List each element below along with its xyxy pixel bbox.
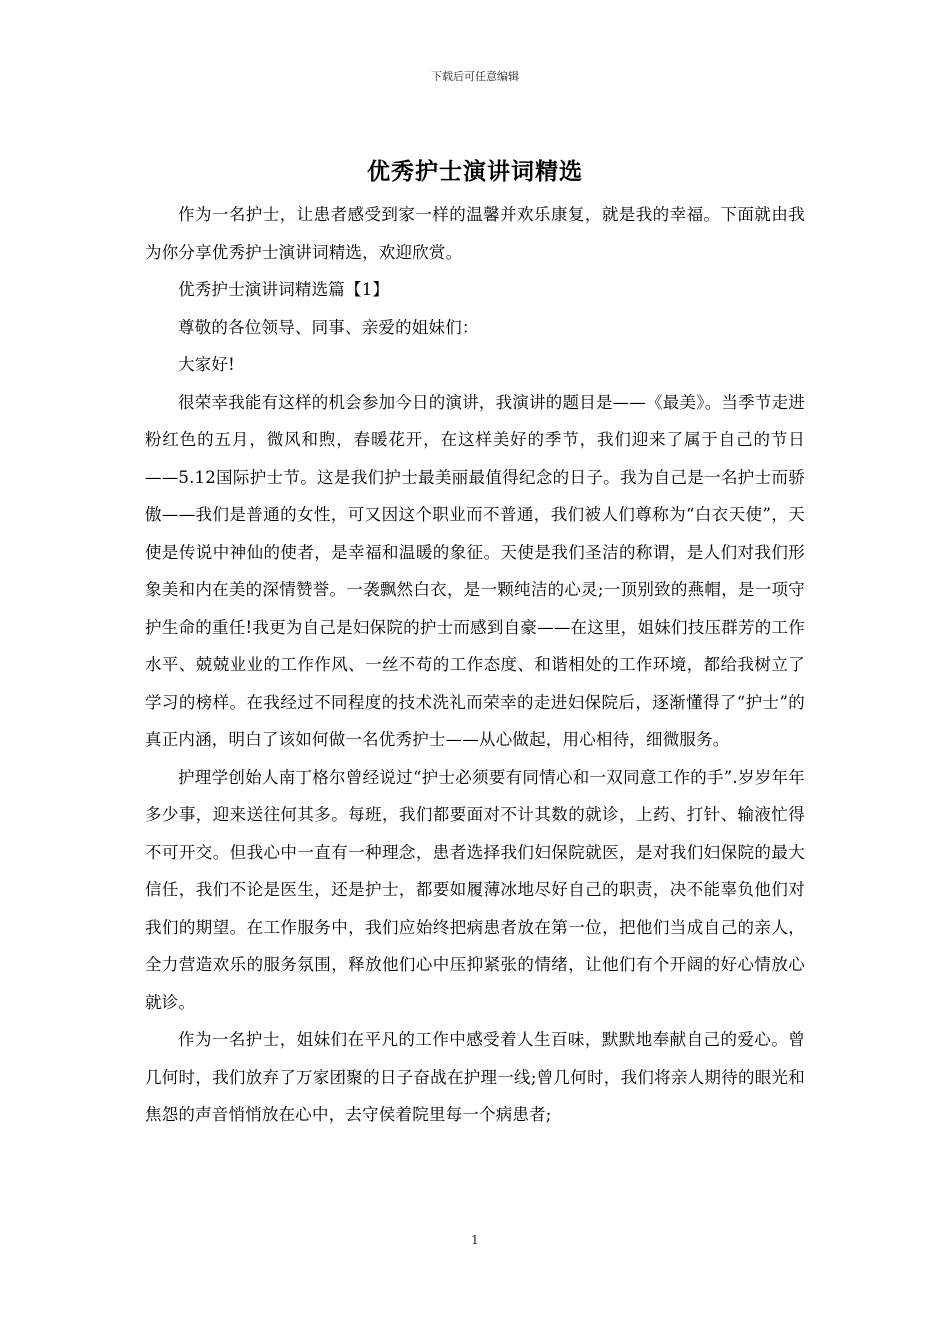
body-paragraph: 作为一名护士，姐妹们在平凡的工作中感受着人生百味，默默地奉献自己的爱心。曾几何时，我们放弃了万家团聚的日子奋战在护理一线;曾几何时，我们将亲人期待的眼光和焦怨的声音悄悄放在心中，去守侯着院里每一个病患者;	[145, 1030, 805, 1124]
intro-paragraph: 作为一名护士，让患者感受到家一样的温馨并欢乐康复，就是我的幸福。下面就由我为你分享优秀护士演讲词精选，欢迎欣赏。	[145, 205, 805, 262]
greeting: 大家好!	[178, 355, 235, 374]
page-number: 1	[471, 1233, 479, 1247]
page-header: 下载后可任意编辑	[431, 70, 519, 83]
section-heading: 优秀护士演讲词精选篇【1】	[178, 280, 390, 299]
body-paragraph: 护理学创始人南丁格尔曾经说过“护士必须要有同情心和一双同意工作的手”.岁岁年年多少事，迎来送往何其多。每班，我们都要面对不计其数的就诊，上药、打针、输液忙得不可开交。但我心中一直有一种理念，患者选择我们妇保院就医，是对我们妇保院的最大信任，我们不论是医生，还是护士，都要如履薄冰地尽好自己的职责，决不能辜负他们对我们的期望。在工作服务中，我们应始终把病患者放在第一位，把他们当成自己的亲人，全力营造欢乐的服务氛围，释放他们心中压抑紧张的情绪，让他们有个开阔的好心情放心就诊。	[145, 767, 805, 1012]
salutation: 尊敬的各位领导、同事、亲爱的姐妹们：	[178, 317, 479, 337]
document-title: 优秀护士演讲词精选	[367, 158, 583, 185]
document-body	[145, 196, 805, 1134]
body-paragraph: 很荣幸我能有这样的机会参加今日的演讲，我演讲的题目是——《最美》。当季节走进粉红色的五月，微风和煦，春暖花开，在这样美好的季节，我们迎来了属于自己的节日——5.12国际护士节。这是我们护士最美丽最值得纪念的日子。我为自己是一名护士而骄傲——我们是普通的女性，可又因这个职业而不普通，我们被人们尊称为“白衣天使”，天使是传说中神仙的使者，是幸福和温暖的象征。天使是我们圣洁的称谓，是人们对我们形象美和内在美的深情赞誉。一袭飘然白衣，是一颗纯洁的心灵;一顶别致的燕帽，是一项守护生命的重任!我更为自己是妇保院的护士而感到自豪——在这里，姐妹们技压群芳的工作水平、兢兢业业的工作作风、一丝不苟的工作态度、和谐相处的工作环境，都给我树立了学习的榜样。在我经过不同程度的技术洗礼而荣幸的走进妇保院后，逐渐懂得了“护士”的真正内涵，明白了该如何做一名优秀护士——从心做起，用心相待，细微服务。	[145, 392, 805, 749]
